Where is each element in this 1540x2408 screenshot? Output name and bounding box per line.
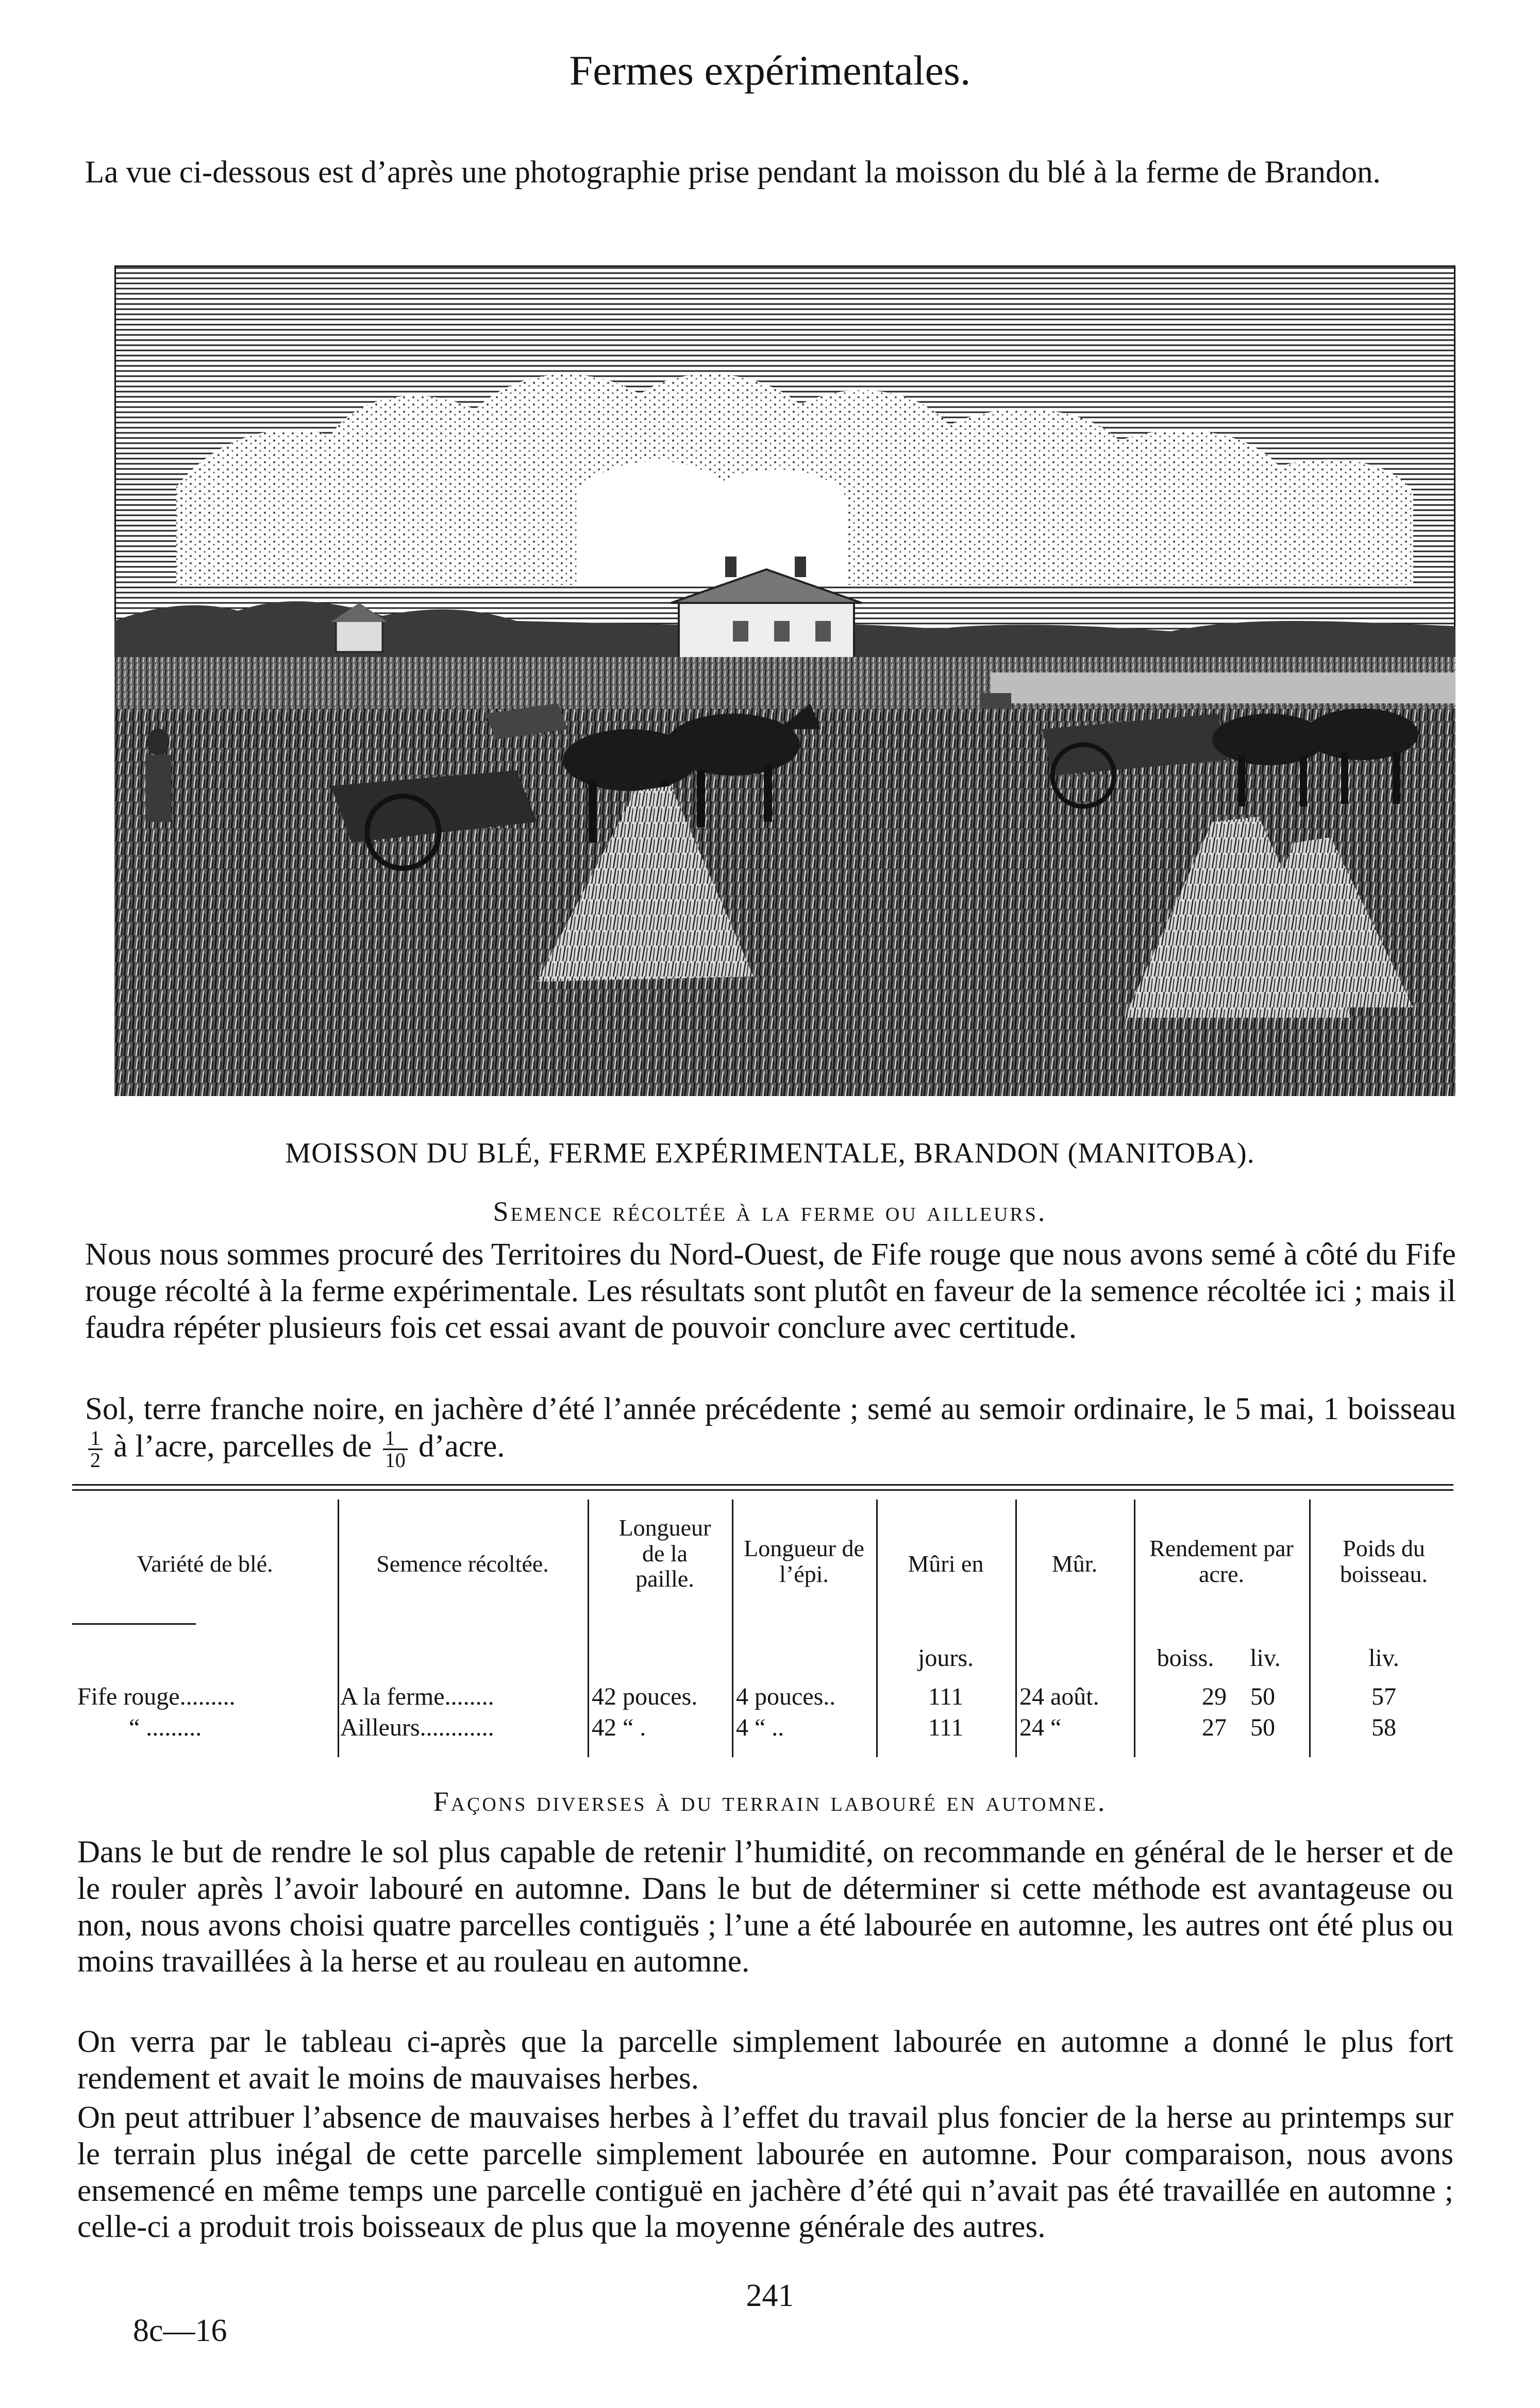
- table-cell-variety: Fife rouge.........: [77, 1683, 236, 1710]
- table-header-head-length: Longueur de l’épi.: [744, 1535, 864, 1587]
- harvest-engraving: [114, 265, 1455, 1096]
- table-header-ripe: Mûr.: [1051, 1551, 1098, 1577]
- table-cell-pounds: 50: [1250, 1714, 1275, 1741]
- intro-paragraph: La vue ci-dessous est d’après une photographie prise pendant la moisson du blé à la ferme de Brandon.: [85, 155, 1381, 190]
- table-cell-weight: 58: [1371, 1714, 1396, 1741]
- table-top-rule: [72, 1484, 1453, 1486]
- table-top-rule-2: [72, 1489, 1453, 1491]
- soil-text-end: d’acre.: [418, 1429, 505, 1464]
- fraction-tenth: $\frac{1}{10}$: [383, 1428, 408, 1471]
- table-cell-weight: 57: [1371, 1683, 1396, 1710]
- table-header-bushel-weight: Poids du boisseau.: [1340, 1535, 1428, 1587]
- paragraph-weeds-comparison: On peut attribuer l’absence de mauvaises herbes à l’effet du travail plus foncier de la herse au printemps sur le terrain plus inégal de cette parcelle simplement labourée en automne. Pour comparaison, nous avons ensemencé en même temps une parcelle contiguë en jachère d’été qui n’avait pas été travaillée en automne ; celle-ci a produit trois boisseaux de plus que la moyenne générale des autres.: [77, 2100, 1453, 2245]
- table-header-variety: Variété de blé.: [137, 1551, 273, 1577]
- section-heading-seed-origin: Semence récoltée à la ferme ou ailleurs.: [493, 1196, 1047, 1227]
- table-cell-ripe: 24 “: [1019, 1714, 1062, 1741]
- table-cell-ripe-in: 111: [928, 1714, 964, 1741]
- table-cell-bushels: 27: [1202, 1714, 1227, 1741]
- page-number: 241: [746, 2278, 794, 2313]
- table-cell-ripe-in: 111: [928, 1683, 964, 1710]
- table-col-divider: [732, 1500, 733, 1757]
- table-cell-head: 4 pouces..: [736, 1683, 836, 1710]
- table-cell-variety: “ .........: [129, 1714, 202, 1741]
- table-cell-straw: 42 “ .: [592, 1714, 646, 1741]
- table-cell-seed: A la ferme........: [340, 1683, 494, 1710]
- table-col-divider: [1134, 1500, 1135, 1757]
- table-header-ripened-in: Mûri en: [908, 1551, 984, 1577]
- unit-pounds: liv.: [1250, 1644, 1281, 1672]
- table-cell-pounds: 50: [1250, 1683, 1275, 1710]
- fraction-half: $\frac{1}{2}$: [88, 1428, 103, 1471]
- table-cell-bushels: 29: [1202, 1683, 1227, 1710]
- paragraph-tillage-method: Dans le but de rendre le sol plus capable de retenir l’humidité, on recommande en général de le herser et de le rouler après l’avoir labouré en automne. Dans le but de déterminer si cette méthode est avantageuse ou non, nous avons choisi quatre parcelles contiguës ; l’une a été labourée en automne, les autres ont été plus ou moins travaillées à la herse et au rouleau en automne.: [77, 1835, 1453, 1979]
- unit-days: jours.: [918, 1644, 974, 1672]
- table-col-divider: [1015, 1500, 1017, 1757]
- table-cell-straw: 42 pouces.: [592, 1683, 698, 1710]
- paragraph-soil-conditions: [85, 1391, 1456, 1471]
- table-col-divider: [588, 1500, 589, 1757]
- table-cell-seed: Ailleurs............: [340, 1714, 494, 1741]
- soil-text-middle: à l’acre, parcelles de: [113, 1429, 372, 1464]
- table-header-rule: [72, 1623, 196, 1625]
- results-table: [72, 1484, 1453, 1762]
- unit-pounds-weight: liv.: [1368, 1644, 1399, 1672]
- section-heading-autumn-tillage: Façons diverses à du terrain labouré en automne.: [433, 1786, 1107, 1817]
- unit-bushels: boiss.: [1157, 1644, 1214, 1672]
- paragraph-tillage-result: On verra par le tableau ci-après que la parcelle simplement labourée en automne a donné le plus fort rendement et avait le moins de mauvaises herbes.: [77, 2025, 1453, 2096]
- illustration-caption: MOISSON DU BLÉ, FERME EXPÉRIMENTALE, BRANDON (MANITOBA).: [285, 1137, 1255, 1169]
- printer-signature: 8c—16: [133, 2313, 227, 2348]
- table-cell-ripe: 24 août.: [1019, 1683, 1099, 1710]
- page-title: Fermes expérimentales.: [569, 47, 971, 94]
- soil-text-start: Sol, terre franche noire, en jachère d’été l’année précédente ; semé au semoir ordinaire, le 5 mai, 1 boisseau: [85, 1392, 1456, 1426]
- table-header-straw-length: Longueur de la paille.: [618, 1514, 711, 1592]
- table-col-divider: [1309, 1500, 1311, 1757]
- table-col-divider: [338, 1500, 339, 1757]
- table-header-yield: Rendement par acre.: [1149, 1535, 1294, 1587]
- table-cell-head: 4 “ ..: [736, 1714, 784, 1741]
- paragraph-seed-origin: Nous nous sommes procuré des Territoires du Nord-Ouest, de Fife rouge que nous avons semé à côté du Fife rouge récolté à la ferme expérimentale. Les résultats sont plutôt en faveur de la semence récoltée ici ; mais il faudra répéter plusieurs fois cet essai avant de pouvoir conclure avec certitude.: [85, 1237, 1456, 1345]
- table-header-seed: Semence récoltée.: [376, 1551, 549, 1577]
